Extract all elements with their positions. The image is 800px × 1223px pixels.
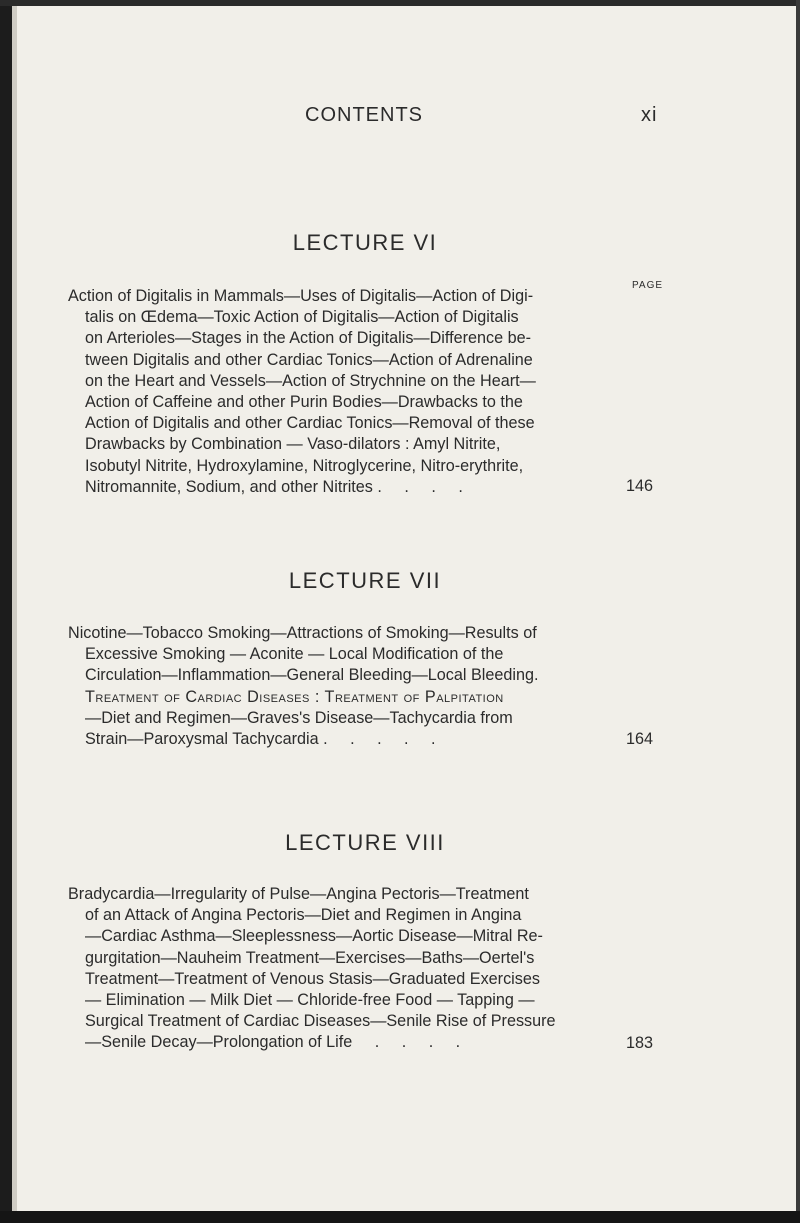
entry-line: talis on Œdema—Toxic Action of Digitalis—Action of Digitalis: [85, 308, 519, 327]
entry-line: tween Digitalis and other Cardiac Tonics—Action of Adrenaline: [85, 350, 533, 369]
entry-line: —Senile Decay—Prolongation of Life . . . .: [85, 1033, 461, 1052]
page-bottom-edge: [0, 1211, 800, 1223]
entry-line: on the Heart and Vessels—Action of Strychnine on the Heart—: [85, 371, 536, 390]
lecture-vii-entry: [68, 623, 539, 750]
entry-line: gurgitation—Nauheim Treatment—Exercises—Baths—Oertel's: [85, 948, 535, 967]
page-gutter-shadow: [12, 0, 17, 1223]
lecture-viii-entry: [68, 884, 556, 1054]
page-right-edge: [796, 0, 800, 1223]
entry-line: Treatment of Cardiac Diseases : Treatment of Palpitation: [85, 687, 504, 706]
entry-line: Drawbacks by Combination — Vaso-dilators : Amyl Nitrite,: [85, 435, 501, 454]
lecture-vii-page-number: 164: [626, 730, 654, 748]
lecture-heading: LECTURE VII: [288, 568, 442, 593]
entry-line: Action of Caffeine and other Purin Bodies—Drawbacks to the: [85, 392, 523, 411]
lecture-heading: LECTURE VIII: [285, 830, 445, 855]
page-top-edge: [0, 0, 800, 6]
entry-line: Nitromannite, Sodium, and other Nitrites . . . .: [85, 477, 463, 496]
lecture-viii-page-number: 183: [626, 1034, 654, 1052]
entry-line: Action of Digitalis and other Cardiac Tonics—Removal of these: [85, 414, 535, 433]
entry-line: Strain—Paroxysmal Tachycardia . . . . .: [85, 729, 436, 748]
lecture-heading: LECTURE VI: [292, 230, 438, 255]
entry-line: Excessive Smoking — Aconite — Local Modification of the: [85, 645, 504, 664]
entry-line: on Arterioles—Stages in the Action of Digitalis—Difference be-: [85, 329, 531, 348]
running-head-page-number: xi: [641, 104, 658, 126]
entry-line: Bradycardia—Irregularity of Pulse—Angina Pectoris—Treatment: [68, 885, 529, 903]
lecture-vi-page-number: 146: [626, 477, 654, 495]
entry-line: Circulation—Inflammation—General Bleeding—Local Bleeding.: [85, 666, 539, 685]
entry-line: Isobutyl Nitrite, Hydroxylamine, Nitroglycerine, Nitro-erythrite,: [85, 456, 524, 475]
running-head-title: CONTENTS: [305, 104, 423, 126]
entry-line: —Diet and Regimen—Graves's Disease—Tachycardia from: [85, 708, 513, 727]
entry-line: —Cardiac Asthma—Sleeplessness—Aortic Disease—Mitral Re-: [85, 927, 543, 946]
entry-line: Nicotine—Tobacco Smoking—Attractions of Smoking—Results of: [68, 624, 537, 642]
page-binding-edge: [0, 0, 12, 1223]
entry-line: — Elimination — Milk Diet — Chloride-free Food — Tapping —: [85, 990, 535, 1009]
entry-line: of an Attack of Angina Pectoris—Diet and Regimen in Angina: [85, 906, 522, 925]
lecture-vi-entry: [68, 286, 536, 498]
entry-line: Action of Digitalis in Mammals—Uses of Digitalis—Action of Digi-: [68, 287, 534, 305]
entry-line: Surgical Treatment of Cardiac Diseases—Senile Rise of Pressure: [85, 1012, 556, 1031]
page-column-label: PAGE: [632, 280, 664, 291]
entry-line: Treatment—Treatment of Venous Stasis—Graduated Exercises: [85, 969, 540, 988]
